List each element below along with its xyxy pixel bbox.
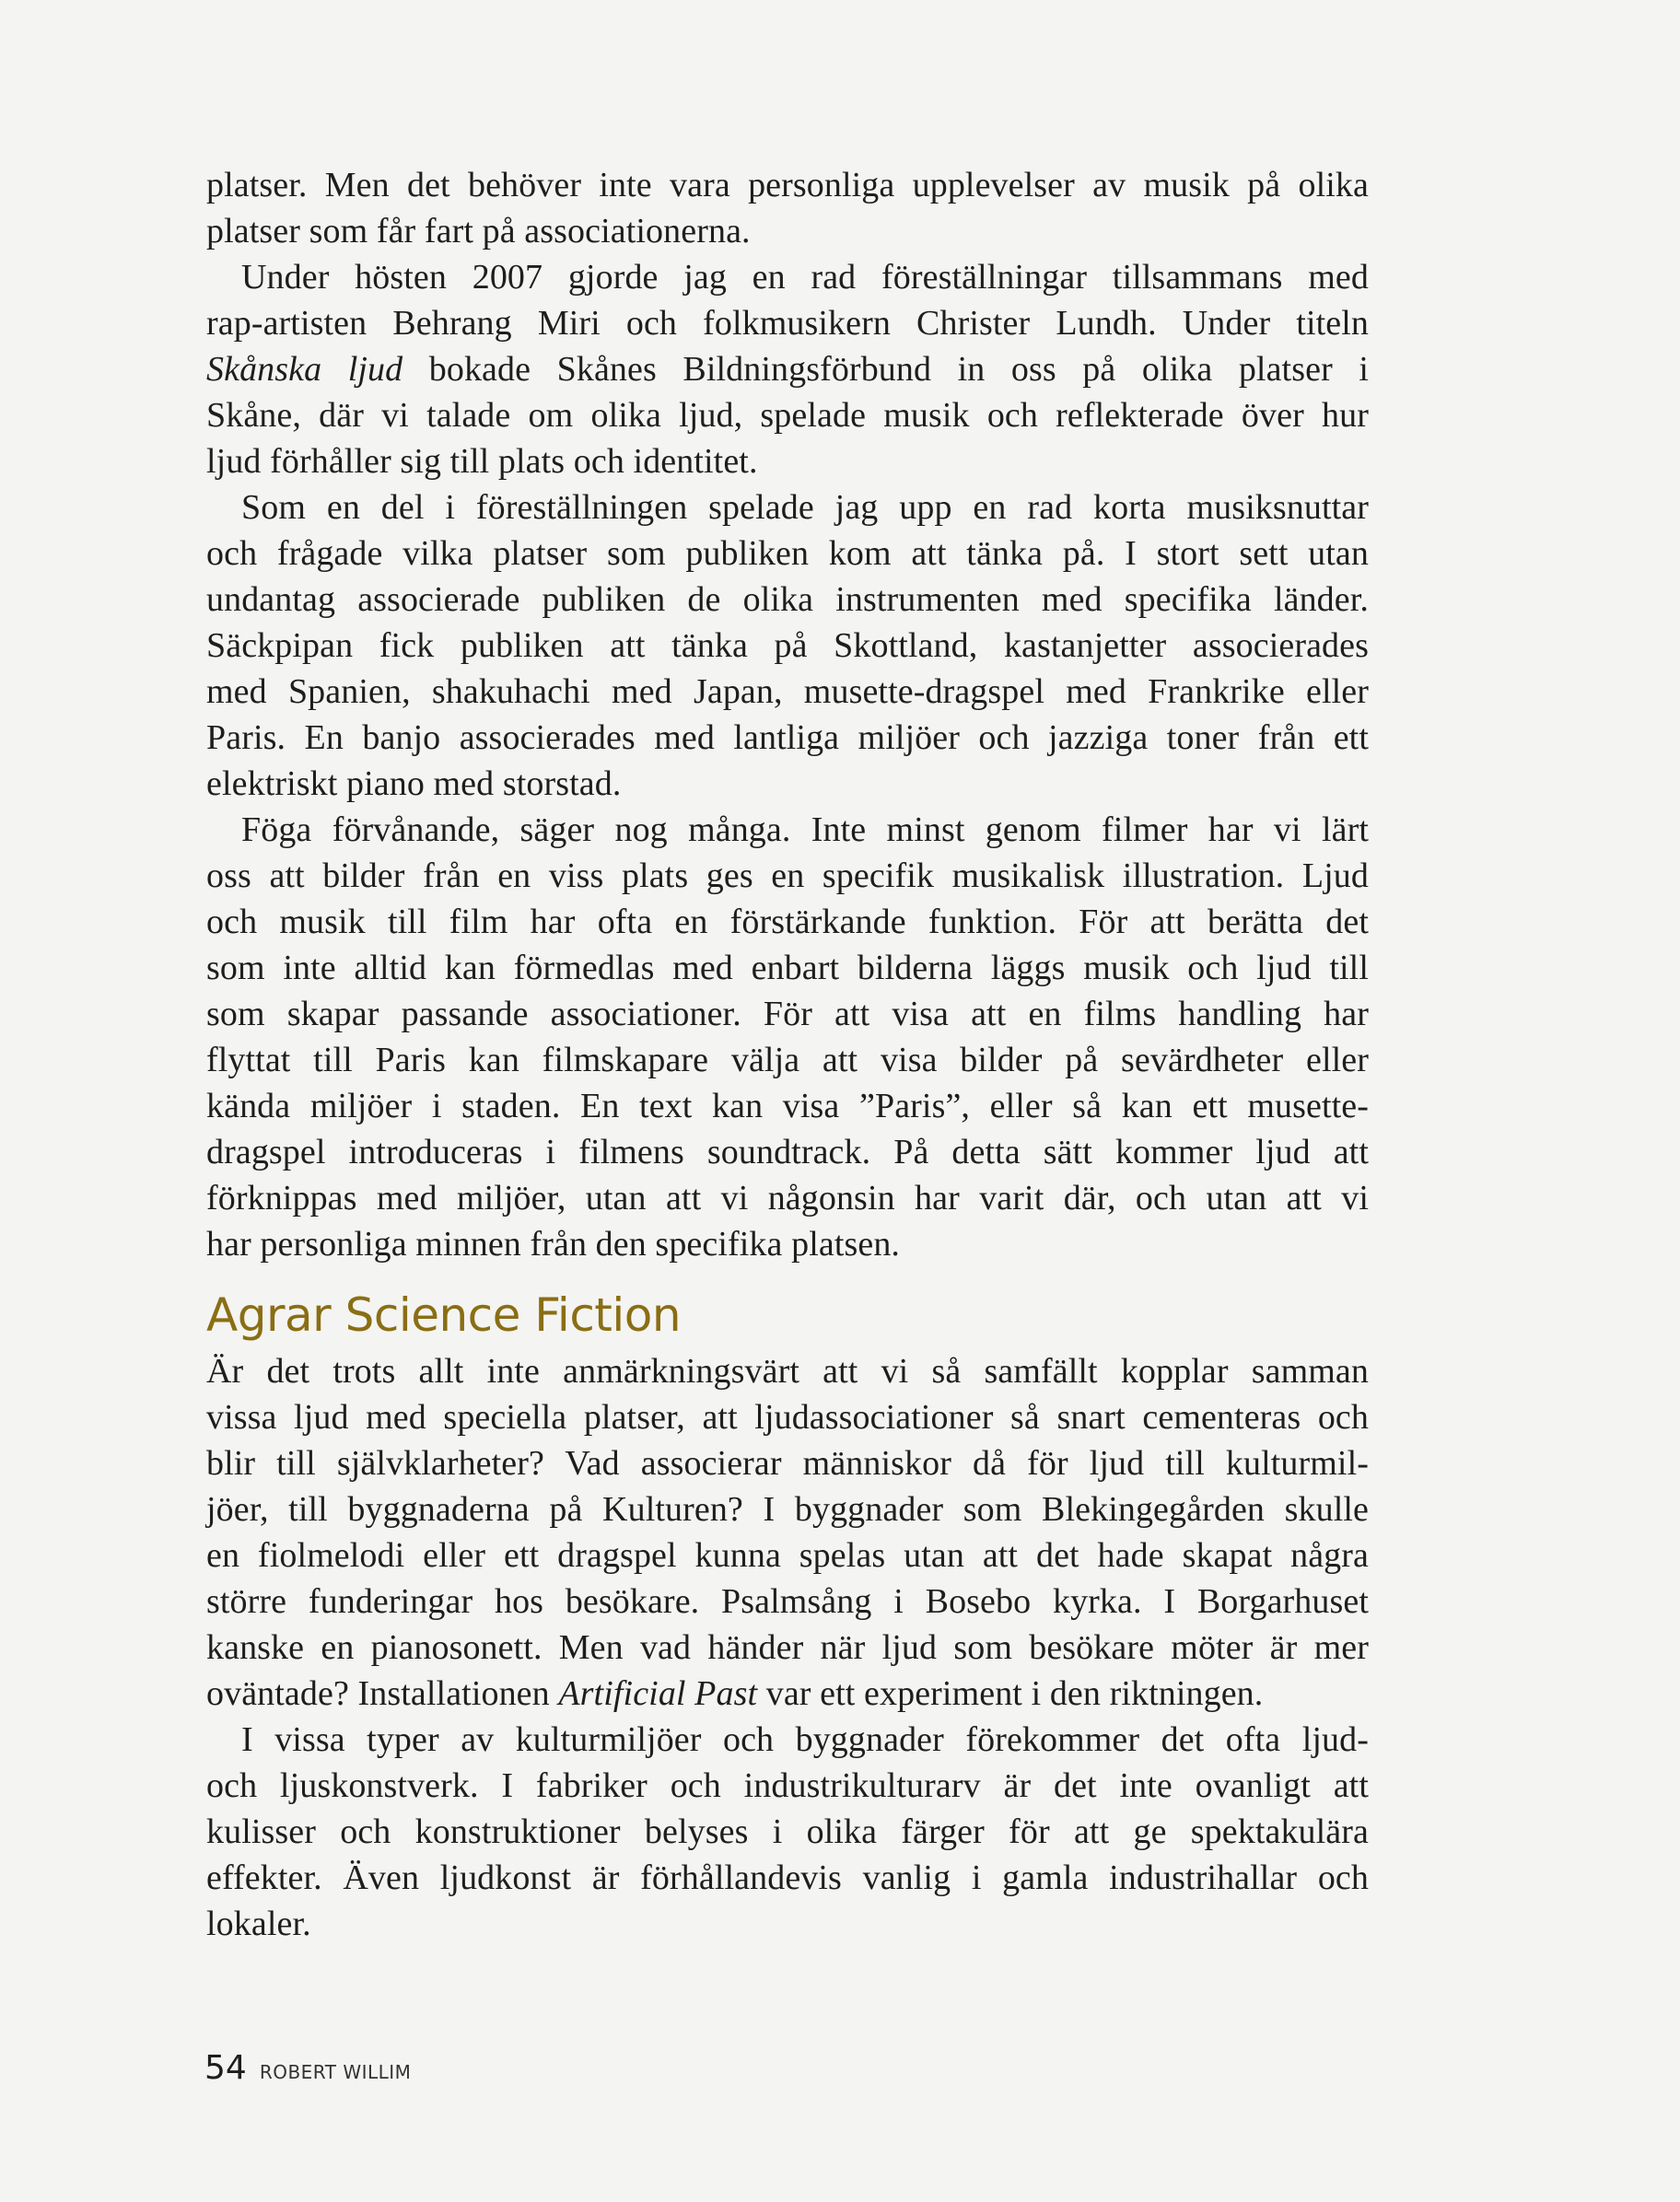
- text-line: och ljuskonstverk. I fabriker och industrikulturarv är det inte ovanligt att: [206, 1766, 1369, 1805]
- text-line: flyttat till Paris kan filmskapare välja att visa bilder på sevärdheter eller: [206, 1041, 1369, 1079]
- page-footer: [204, 2049, 411, 2087]
- text-line: oss att bilder från en viss plats ges en specifik musikalisk illustration. Ljud: [206, 856, 1369, 895]
- body-text: [206, 162, 1369, 1947]
- text-span: oväntade? Installationen: [206, 1674, 559, 1713]
- text-line: Skåne, där vi talade om olika ljud, spelade musik och reflekterade över hur: [206, 396, 1369, 435]
- text-line: rap-artisten Behrang Miri och folkmusikern Christer Lundh. Under titeln: [206, 304, 1369, 343]
- text-line: undantag associerade publiken de olika instrumenten med specifika länder.: [206, 580, 1369, 619]
- text-line: förknippas med miljöer, utan att vi någonsin har varit där, och utan att vi: [206, 1179, 1369, 1218]
- text-line: ljud förhåller sig till plats och identitet.: [206, 442, 758, 481]
- text-line: en fiolmelodi eller ett dragspel kunna spelas utan att det hade skapat några: [206, 1536, 1369, 1575]
- text-line: jöer, till byggnaderna på Kulturen? I byggnader som Blekingegården skulle: [206, 1490, 1369, 1529]
- italic-title: Artificial Past: [558, 1674, 758, 1713]
- text-line: kanske en pianosonett. Men vad händer när ljud som besökare möter är mer: [206, 1628, 1369, 1667]
- text-line: Paris. En banjo associerades med lantliga miljöer och jazziga toner från ett: [206, 718, 1369, 757]
- text-line: Föga förvånande, säger nog många. Inte minst genom filmer har vi lärt: [241, 810, 1369, 849]
- text-line: [206, 346, 1369, 392]
- text-line: platser som får fart på associationerna.: [206, 212, 751, 250]
- text-line: som inte alltid kan förmedlas med enbart bilderna läggs musik och ljud till: [206, 949, 1369, 987]
- text-line: och musik till film har ofta en förstärkande funktion. För att berätta det: [206, 903, 1369, 941]
- text-line: Säckpipan fick publiken att tänka på Skottland, kastanjetter associerades: [206, 626, 1369, 665]
- text-line: kulisser och konstruktioner belyses i olika färger för att ge spektakulära: [206, 1812, 1369, 1851]
- text-line: och frågade vilka platser som publiken kom att tänka på. I stort sett utan: [206, 534, 1369, 573]
- section-heading: Agrar Science Fiction: [206, 1288, 682, 1342]
- text-line: effekter. Även ljudkonst är förhållandevis vanlig i gamla industrihallar och: [206, 1858, 1369, 1897]
- text-line: Är det trots allt inte anmärkningsvärt att vi så samfällt kopplar samman: [206, 1352, 1369, 1391]
- text-span: var ett experiment i den riktningen.: [757, 1674, 1264, 1713]
- text-line: dragspel introduceras i filmens soundtrack. På detta sätt kommer ljud att: [206, 1133, 1369, 1171]
- page-number: 54: [204, 2049, 247, 2087]
- text-line: I vissa typer av kulturmiljöer och byggnader förekommer det ofta ljud-: [241, 1720, 1369, 1759]
- text-line: elektriskt piano med storstad.: [206, 764, 622, 803]
- text-line: blir till självklarheter? Vad associerar människor då för ljud till kulturmil-: [206, 1444, 1369, 1483]
- text-span: bokade Skånes Bildningsförbund in oss på olika platser i: [402, 350, 1369, 389]
- text-line: vissa ljud med speciella platser, att ljudassociationer så snart cementeras och: [206, 1398, 1369, 1437]
- italic-title: Skånska ljud: [206, 350, 403, 389]
- text-line: [206, 1671, 1369, 1717]
- text-line: som skapar passande associationer. För att visa att en films handling har: [206, 995, 1369, 1033]
- text-line: Som en del i föreställningen spelade jag upp en rad korta musiksnuttar: [241, 488, 1369, 527]
- text-line: Under hösten 2007 gjorde jag en rad föreställningar tillsammans med: [241, 258, 1369, 297]
- text-line: större funderingar hos besökare. Psalmsång i Bosebo kyrka. I Borgarhuset: [206, 1582, 1369, 1621]
- text-line: kända miljöer i staden. En text kan visa ”Paris”, eller så kan ett musette-: [206, 1087, 1369, 1125]
- text-line: med Spanien, shakuhachi med Japan, musette-dragspel med Frankrike eller: [206, 672, 1369, 711]
- text-line: har personliga minnen från den specifika platsen.: [206, 1225, 901, 1264]
- text-line: lokaler.: [206, 1905, 311, 1943]
- text-line: platser. Men det behöver inte vara personliga upplevelser av musik på olika: [206, 166, 1369, 204]
- running-author: ROBERT WILLIM: [259, 2061, 412, 2083]
